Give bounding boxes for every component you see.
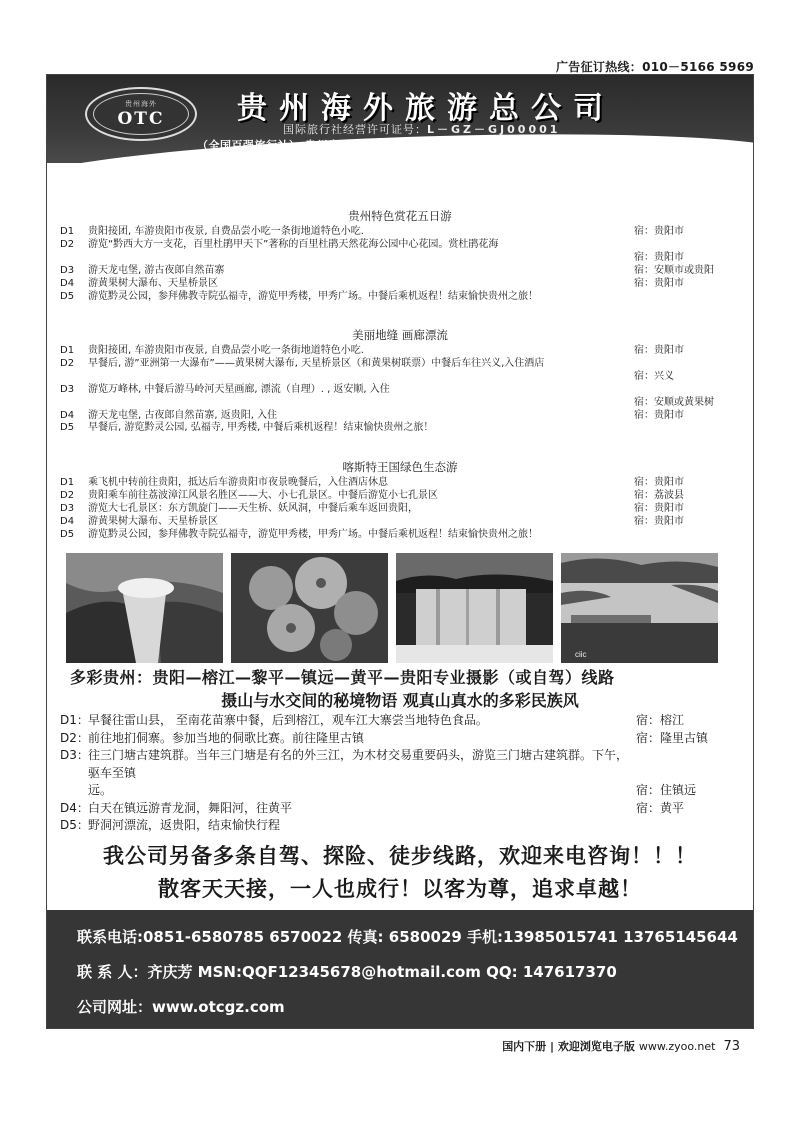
tour-section-2 (60, 327, 740, 435)
itinerary-row: D4 游黄果树大瀑布、天星桥景区 宿：贵阳市 (60, 277, 684, 289)
logo-text: OTC (117, 109, 165, 129)
company-slogan: （全国百强旅行社） 贵州省 唯一 交纳160万元质量保证金保障旅行社 (197, 139, 557, 152)
license-label: 国际旅行社经营许可证号： (283, 123, 427, 136)
company-logo (85, 87, 197, 141)
photo-strip (66, 553, 720, 663)
itinerary-row: D3 游览万峰林, 中餐后游马岭河天星画廊, 漂流（自理）. , 返安顺, 入住 (60, 383, 390, 395)
waterfall-photo (396, 553, 555, 663)
tour-section-1 (60, 208, 740, 303)
itinerary-row: D1： 早餐往雷山县， 至南花苗寨中餐，后到榕江，观车江大寨尝当地特色食品。 宿：榕江 (60, 713, 685, 727)
itinerary-row: D5 早餐后, 游览黔灵公园, 弘福寺, 甲秀楼, 中餐后乘机返程！结束愉快贵州之旅！ (60, 422, 434, 434)
route-itinerary (60, 712, 740, 835)
itinerary-row: D3： 往三门塘古建筑群。当年三门塘是有名的外三江，为木材交易重要码头，游览三门塘古建筑群。下午，驱车至镇 (60, 748, 629, 780)
itinerary-row: D3 游览大七孔景区：东方凯旋门——天生桥、妖风洞，中餐后乘车返回贵阳， 宿：贵阳市 (60, 502, 684, 514)
itinerary-row: D5 游览黔灵公园，参拜佛教寺院弘福寺，游览甲秀楼，甲秀广场。中餐后乘机返程！结束愉快贵州之旅！ (60, 528, 538, 540)
license-code: L－GZ－GJ00001 (427, 123, 561, 136)
route-subtitle: 摄山与水交间的秘境物语 观真山真水的多彩民族风 (221, 691, 579, 710)
itinerary-row: D2 游览“黔西大方一支花，百里杜鹃甲天下”著称的百里杜鹃天然花海公园中心花园。赏杜鹃花海 (60, 238, 499, 250)
waterfall-canyon-photo (66, 553, 225, 663)
itinerary-row: D5 游览黔灵公园，参拜佛教寺院弘福寺，游览甲秀楼，甲秀广场。中餐后乘机返程！结束愉快贵州之旅！ (60, 290, 538, 302)
itinerary-row: D1 贵阳接团, 车游贵阳市夜景, 自费品尝小吃一条街地道特色小吃. 宿：贵阳市 (60, 345, 684, 356)
contact-phone-line: 联系电话:0851-6580785 6570022 传真: 6580029 手机:13985015741 13765145644 (77, 928, 738, 946)
promo-line-2: 散客天天接，一人也成行！以客为尊，追求卓越！ (158, 877, 642, 901)
footer-url[interactable]: www.zyoo.net (638, 1040, 716, 1053)
itinerary-row: D4 游天龙屯堡, 古夜郎自然苗寨, 返贵阳, 入住 宿：贵阳市 (60, 409, 684, 421)
itinerary-row: D4 游黄果树大瀑布、天星桥景区 宿：贵阳市 (60, 515, 684, 527)
company-website[interactable]: 公司网址：www.otcgz.com (77, 998, 285, 1016)
tour-title: 贵州特色赏花五日游 (348, 209, 452, 223)
page-number: 73 (723, 1039, 740, 1054)
itinerary-row: D1 贵阳接团, 车游贵阳市夜景, 自费品尝小吃一条街地道特色小吃. 宿：贵阳市 (60, 226, 684, 237)
itinerary-row: 宿：安顺或黄果树 (634, 396, 714, 408)
logo-small-text: 贵州海外 (125, 100, 157, 108)
promo-line-1: 我公司另备多条自驾、探险、徒步线路，欢迎来电咨询！！！ (103, 844, 697, 868)
itinerary-row: D5： 野洞河漂流，返贵阳，结束愉快行程 (60, 818, 281, 832)
itinerary-row: D1 乘飞机中转前往贵阳，抵达后车游贵阳市夜景晚餐后，入住酒店休息 宿：贵阳市 (60, 477, 684, 488)
route-title: 多彩贵州：贵阳—榕江—黎平—镇远—黄平—贵阳专业摄影（或自驾）线路 (70, 668, 615, 687)
page-footer (502, 1038, 740, 1054)
lake-bridge-photo (561, 553, 720, 663)
tour-section-3 (60, 459, 740, 542)
itinerary-row: 远。 宿：住镇远 (88, 783, 697, 797)
footer-label: 国内下册 | 欢迎浏览电子版 (502, 1040, 635, 1053)
itinerary-row: D2 早餐后, 游”亚洲第一大瀑布”——黄果树大瀑布, 天星桥景区（和黄果树联票）中餐后车往兴义,入住酒店 (60, 357, 545, 369)
contact-panel (47, 910, 753, 1028)
itinerary-row: 宿：兴义 (634, 370, 674, 382)
azalea-flower-photo (231, 553, 390, 663)
license-number (283, 121, 560, 137)
itinerary-row: 宿：贵阳市 (634, 251, 684, 263)
itinerary-row: D2 贵阳乘车前往荔波漳江风景名胜区——大、小七孔景区。中餐后游览小七孔景区 宿：荔波县 (60, 489, 684, 501)
itinerary-row: D2： 前往地扪侗寨。参加当地的侗歌比赛。前往隆里古镇 宿：隆里古镇 (60, 730, 709, 745)
photo-caption: ciic (575, 650, 587, 659)
itinerary-row: D4： 白天在镇远游青龙洞，舞阳河，往黄平 宿：黄平 (60, 800, 685, 815)
ad-hotline: 广告征订热线：010－5166 5969 (555, 60, 754, 74)
company-name: 贵州海外旅游总公司 (237, 91, 615, 126)
contact-person-line: 联 系 人：齐庆芳 MSN:QQF12345678@hotmail.com QQ: 147617370 (77, 963, 617, 981)
itinerary-row: D3 游天龙屯堡, 游古夜郎自然苗寨 宿：安顺市或贵阳 (60, 264, 714, 276)
tour-title: 美丽地缝 画廊漂流 (352, 328, 448, 342)
header-banner (47, 75, 753, 193)
tour-title: 喀斯特王国绿色生态游 (342, 460, 458, 474)
